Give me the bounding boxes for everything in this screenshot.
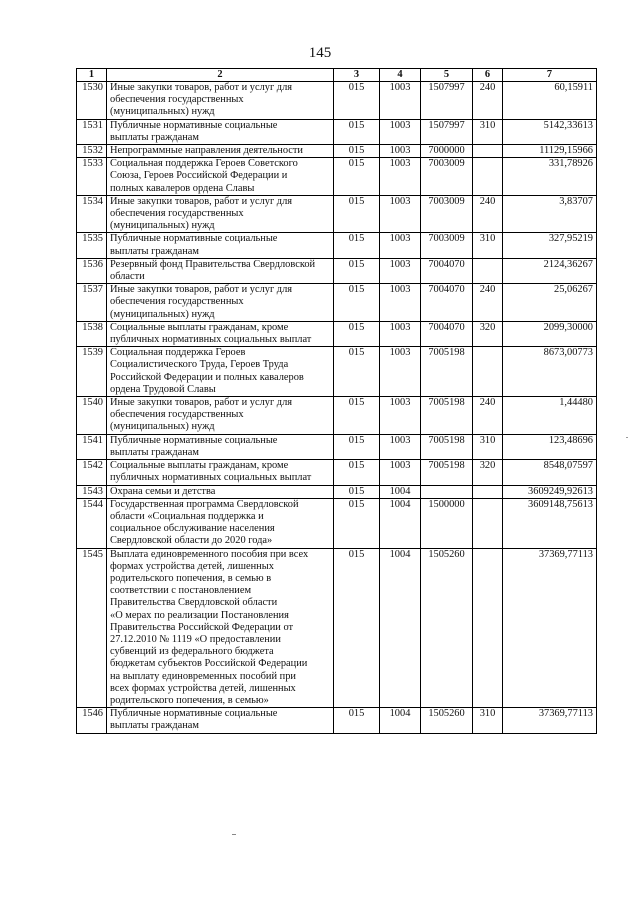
row-name-line: Публичные нормативные социальные [110, 119, 278, 131]
row-code-4: 1003 [380, 284, 421, 322]
row-code-4: 1003 [380, 321, 421, 346]
row-code-6: 320 [473, 321, 503, 346]
row-name-line: бюджетам субъектов Российской Федерации [110, 658, 308, 670]
row-name-line: Охрана семьи и детства [110, 485, 216, 497]
row-number: 1531 [77, 119, 107, 144]
scan-mark [232, 834, 236, 835]
row-code-3: 015 [334, 119, 380, 144]
row-code-3: 015 [334, 347, 380, 397]
table-row [77, 548, 597, 708]
row-number: 1532 [77, 145, 107, 158]
row-code-5: 7000000 [421, 145, 473, 158]
row-name [107, 82, 334, 120]
table-row [77, 195, 597, 233]
row-code-4: 1004 [380, 498, 421, 548]
table-body [77, 82, 597, 734]
row-code-3: 015 [334, 195, 380, 233]
row-number: 1536 [77, 258, 107, 283]
row-code-5: 7004070 [421, 321, 473, 346]
row-number: 1545 [77, 548, 107, 708]
row-name-line: «О мерах по реализации Постановления [110, 609, 289, 621]
row-number: 1538 [77, 321, 107, 346]
row-number: 1530 [77, 82, 107, 120]
row-name-line: Непрограммные направления деятельности [110, 145, 303, 157]
row-amount: 1,44480 [503, 397, 597, 435]
row-code-4: 1004 [380, 485, 421, 498]
row-code-5: 1500000 [421, 498, 473, 548]
row-name [107, 119, 334, 144]
header-col-1: 1 [77, 69, 107, 82]
header-col-3: 3 [334, 69, 380, 82]
row-code-5: 7005198 [421, 460, 473, 485]
row-name [107, 708, 334, 733]
row-name-line: социальное обслуживание населения [110, 523, 275, 535]
row-name [107, 498, 334, 548]
row-code-5: 7003009 [421, 195, 473, 233]
row-amount: 25,06267 [503, 284, 597, 322]
row-code-5: 1505260 [421, 708, 473, 733]
row-name-line: Иные закупки товаров, работ и услуг для [110, 82, 293, 93]
page-number: 145 [308, 45, 332, 61]
row-amount: 3,83707 [503, 195, 597, 233]
row-code-3: 015 [334, 82, 380, 120]
table-row [77, 485, 597, 498]
row-code-4: 1003 [380, 460, 421, 485]
row-code-6: 240 [473, 284, 503, 322]
row-name-line: выплаты гражданам [110, 720, 199, 732]
row-code-4: 1003 [380, 347, 421, 397]
row-name-line: родительского попечения, в семью» [110, 694, 269, 706]
row-name-line: ордена Трудовой Славы [110, 383, 216, 395]
table-row [77, 321, 597, 346]
row-code-5: 7003009 [421, 158, 473, 196]
row-code-4: 1003 [380, 434, 421, 459]
row-code-6 [473, 145, 503, 158]
row-amount: 8673,00773 [503, 347, 597, 397]
row-name-line: родительского попечения, в семью в [110, 572, 272, 584]
table-row [77, 233, 597, 258]
row-name-line: Российской Федерации и полных кавалеров [110, 371, 304, 383]
row-name [107, 258, 334, 283]
header-col-6: 6 [473, 69, 503, 82]
row-code-3: 015 [334, 145, 380, 158]
row-name [107, 145, 334, 158]
row-code-3: 015 [334, 485, 380, 498]
row-name-line: публичных нормативных социальных выплат [110, 334, 312, 346]
row-code-3: 015 [334, 498, 380, 548]
row-name-line: Публичные нормативные социальные [110, 708, 278, 720]
row-name-line: Иные закупки товаров, работ и услуг для [110, 195, 293, 207]
row-name-line: Социальные выплаты гражданам, кроме [110, 460, 289, 472]
table-row [77, 347, 597, 397]
row-name-line: публичных нормативных социальных выплат [110, 472, 312, 484]
row-code-6: 310 [473, 708, 503, 733]
row-code-4: 1003 [380, 397, 421, 435]
row-number: 1534 [77, 195, 107, 233]
row-code-6: 320 [473, 460, 503, 485]
row-amount: 11129,15966 [503, 145, 597, 158]
row-name-line: Иные закупки товаров, работ и услуг для [110, 284, 293, 296]
row-code-3: 015 [334, 258, 380, 283]
row-name-line: Выплата единовременного пособия при всех [110, 548, 309, 560]
row-number: 1535 [77, 233, 107, 258]
header-col-5: 5 [421, 69, 473, 82]
row-name-line: обеспечения государственных [110, 409, 244, 421]
row-amount: 3609148,75613 [503, 498, 597, 548]
row-code-4: 1003 [380, 145, 421, 158]
row-name-line: 27.12.2010 № 1119 «О предоставлении [110, 633, 281, 645]
row-name-line: (муниципальных) нужд [110, 308, 215, 320]
row-code-4: 1003 [380, 258, 421, 283]
row-code-6: 240 [473, 195, 503, 233]
table-row [77, 158, 597, 196]
row-name-line: выплаты гражданам [110, 131, 199, 143]
row-name-line: Социалистического Труда, Героев Труда [110, 359, 289, 371]
row-code-3: 015 [334, 284, 380, 322]
row-code-5: 7004070 [421, 258, 473, 283]
row-number: 1540 [77, 397, 107, 435]
row-name-line: выплаты гражданам [110, 446, 199, 458]
header-col-7: 7 [503, 69, 597, 82]
budget-table [76, 68, 597, 734]
row-code-4: 1003 [380, 119, 421, 144]
row-code-6: 310 [473, 119, 503, 144]
row-amount: 331,78926 [503, 158, 597, 196]
row-amount: 60,15911 [503, 82, 597, 120]
row-code-3: 015 [334, 708, 380, 733]
table-header-row [77, 69, 597, 82]
row-code-5: 1507997 [421, 119, 473, 144]
row-code-3: 015 [334, 460, 380, 485]
row-name-line: полных кавалеров ордена Славы [110, 182, 255, 194]
row-amount: 2124,36267 [503, 258, 597, 283]
row-name [107, 434, 334, 459]
row-name-line: (муниципальных) нужд [110, 106, 215, 118]
table-row [77, 82, 597, 120]
row-code-4: 1004 [380, 708, 421, 733]
row-name [107, 397, 334, 435]
row-name [107, 347, 334, 397]
row-code-5: 7005198 [421, 397, 473, 435]
row-name-line: Резервный фонд Правительства Свердловской [110, 258, 316, 270]
row-code-6 [473, 498, 503, 548]
row-code-3: 015 [334, 233, 380, 258]
table-row [77, 397, 597, 435]
row-number: 1543 [77, 485, 107, 498]
row-amount: 3609249,92613 [503, 485, 597, 498]
row-amount: 5142,33613 [503, 119, 597, 144]
row-name [107, 548, 334, 708]
row-amount: 37369,77113 [503, 708, 597, 733]
row-code-3: 015 [334, 321, 380, 346]
table-row [77, 284, 597, 322]
table-row [77, 258, 597, 283]
row-code-5: 7005198 [421, 347, 473, 397]
row-name-line: Публичные нормативные социальные [110, 434, 278, 446]
row-name-line: области [110, 271, 145, 283]
row-name-line: Государственная программа Свердловской [110, 498, 299, 510]
table-row [77, 460, 597, 485]
row-code-4: 1003 [380, 233, 421, 258]
row-code-5: 7005198 [421, 434, 473, 459]
table-row [77, 498, 597, 548]
row-code-5 [421, 485, 473, 498]
row-code-5: 1505260 [421, 548, 473, 708]
row-code-6: 240 [473, 397, 503, 435]
row-number: 1546 [77, 708, 107, 733]
row-code-6 [473, 158, 503, 196]
row-name-line: обеспечения государственных [110, 296, 244, 308]
row-code-5: 7003009 [421, 233, 473, 258]
row-number: 1542 [77, 460, 107, 485]
row-code-6: 310 [473, 233, 503, 258]
row-name [107, 485, 334, 498]
row-amount: 37369,77113 [503, 548, 597, 708]
row-name-line: Публичные нормативные социальные [110, 233, 278, 245]
row-code-3: 015 [334, 158, 380, 196]
table-row [77, 708, 597, 733]
row-number: 1544 [77, 498, 107, 548]
row-code-5: 7004070 [421, 284, 473, 322]
row-name-line: формах устройства детей, лишенных [110, 560, 274, 572]
row-code-6: 240 [473, 82, 503, 120]
row-name-line: Иные закупки товаров, работ и услуг для [110, 397, 293, 409]
row-name-line: (муниципальных) нужд [110, 220, 215, 232]
row-number: 1537 [77, 284, 107, 322]
row-number: 1541 [77, 434, 107, 459]
table-row [77, 145, 597, 158]
row-code-6: 310 [473, 434, 503, 459]
row-name [107, 158, 334, 196]
row-code-4: 1004 [380, 548, 421, 708]
row-name-line: Социальная поддержка Героев [110, 347, 246, 359]
row-amount: 123,48696 [503, 434, 597, 459]
row-name-line: Правительства Свердловской области [110, 597, 278, 609]
row-name-line: обеспечения государственных [110, 94, 244, 106]
row-name-line: Социальная поддержка Героев Советского [110, 158, 298, 170]
row-name-line: обеспечения государственных [110, 208, 244, 220]
row-code-3: 015 [334, 397, 380, 435]
row-code-6 [473, 548, 503, 708]
row-name-line: на выплату единовременных пособий при [110, 670, 296, 682]
row-code-4: 1003 [380, 158, 421, 196]
header-col-4: 4 [380, 69, 421, 82]
row-name-line: соответствии с постановлением [110, 585, 252, 597]
row-amount: 2099,30000 [503, 321, 597, 346]
row-code-4: 1003 [380, 82, 421, 120]
row-name-line: Свердловской области до 2020 года» [110, 535, 273, 547]
table-row [77, 119, 597, 144]
row-code-6 [473, 258, 503, 283]
row-name-line: выплаты гражданам [110, 245, 199, 257]
row-amount: 327,95219 [503, 233, 597, 258]
row-name [107, 195, 334, 233]
row-name-line: (муниципальных) нужд [110, 421, 215, 433]
row-name-line: области «Социальная поддержка и [110, 510, 264, 522]
row-code-4: 1003 [380, 195, 421, 233]
row-name [107, 460, 334, 485]
row-number: 1533 [77, 158, 107, 196]
row-code-3: 015 [334, 548, 380, 708]
row-name-line: Социальные выплаты гражданам, кроме [110, 321, 289, 333]
header-col-2: 2 [107, 69, 334, 82]
row-name-line: субвенций из федерального бюджета [110, 646, 274, 658]
row-code-5: 1507997 [421, 82, 473, 120]
table-row [77, 434, 597, 459]
row-code-6 [473, 485, 503, 498]
row-number: 1539 [77, 347, 107, 397]
row-name-line: всех формах устройства детей, лишенных [110, 682, 296, 694]
row-code-3: 015 [334, 434, 380, 459]
row-name-line: Правительства Российской Федерации от [110, 621, 294, 633]
row-name [107, 321, 334, 346]
row-code-6 [473, 347, 503, 397]
scan-edge-mark [626, 437, 628, 438]
row-amount: 8548,07597 [503, 460, 597, 485]
row-name [107, 233, 334, 258]
row-name-line: Союза, Героев Российской Федерации и [110, 170, 288, 182]
row-name [107, 284, 334, 322]
